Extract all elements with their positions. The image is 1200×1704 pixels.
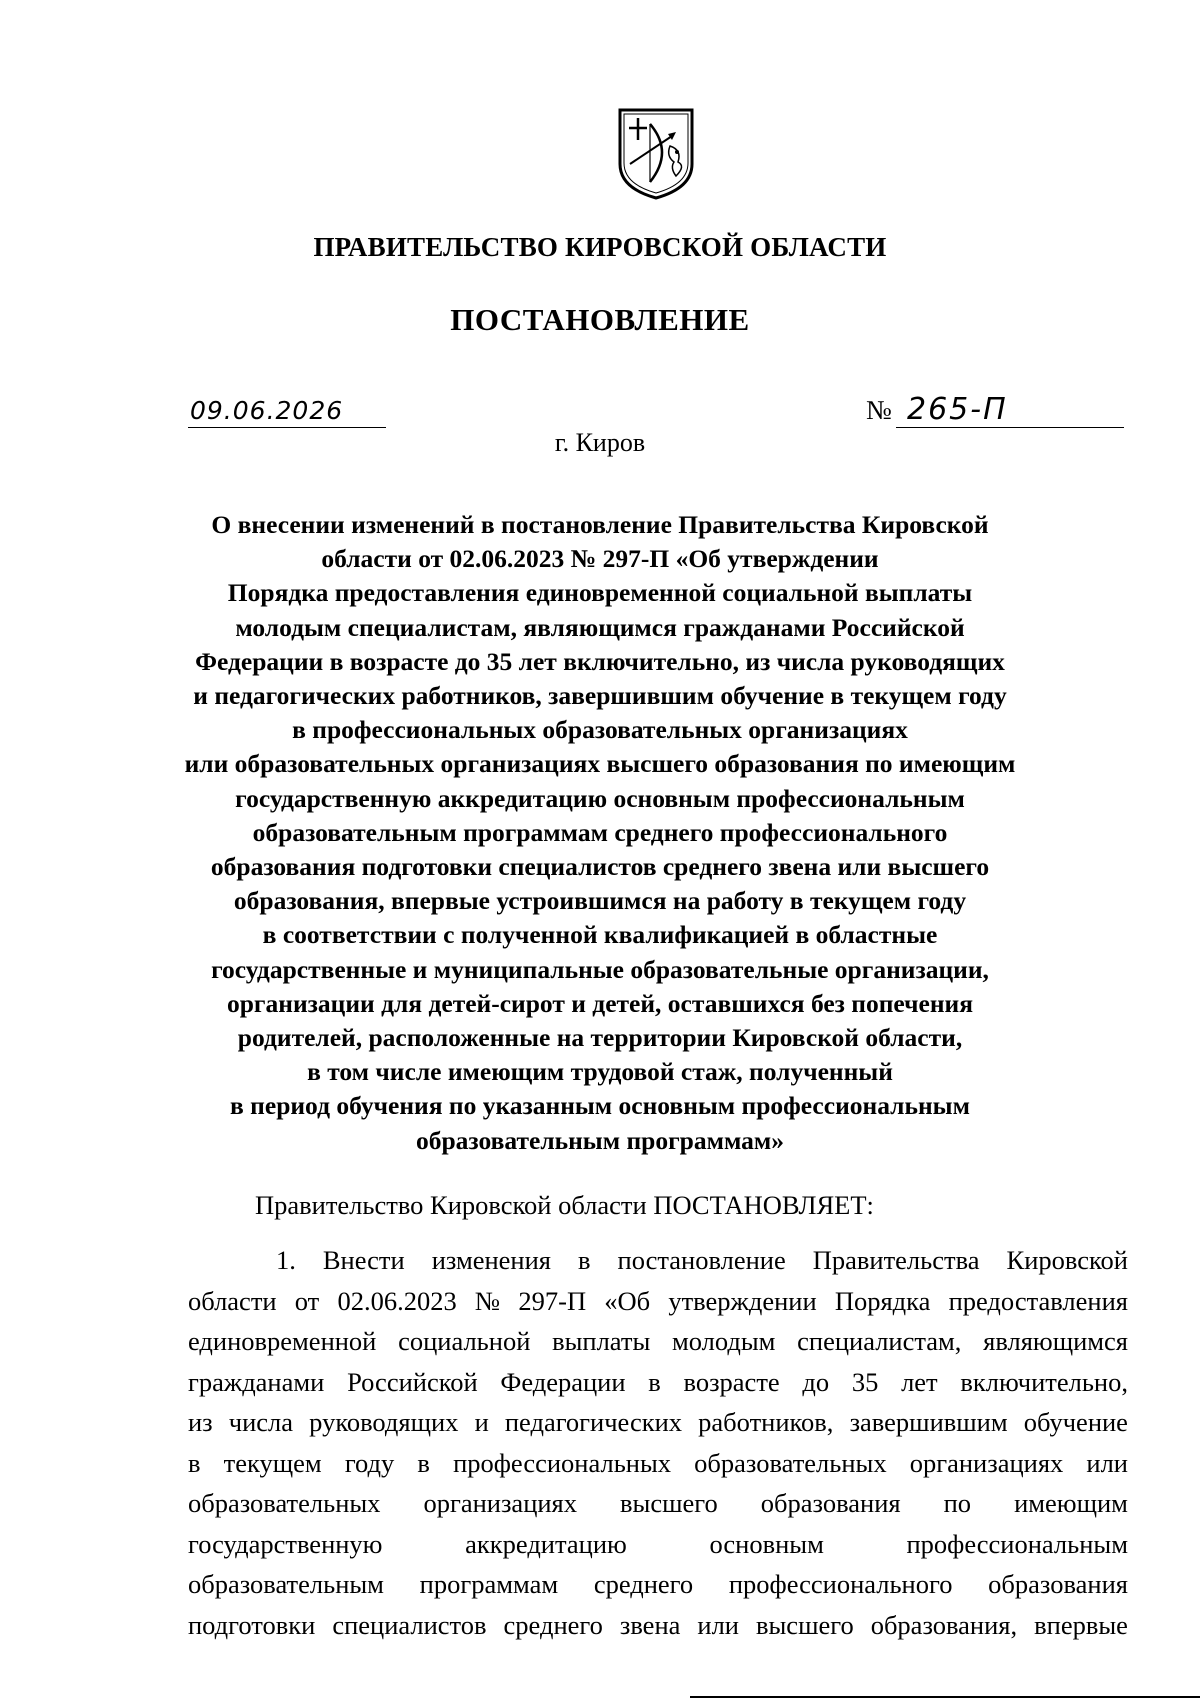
word: образовательных xyxy=(694,1447,887,1478)
subject-line: О внесении изменений в постановление Правительства Кировской xyxy=(211,510,989,539)
word: среднего xyxy=(503,1609,603,1640)
city-label: г. Киров xyxy=(554,428,646,457)
word: году xyxy=(344,1447,395,1478)
subject-line: государственные и муниципальные образовательные организации, xyxy=(211,954,989,984)
subject-line: или образовательных организациях высшего образования по имеющим xyxy=(184,749,1016,779)
word: социальной xyxy=(398,1326,531,1356)
word: до xyxy=(802,1366,830,1397)
word: лет xyxy=(901,1366,938,1397)
paragraph-line xyxy=(188,1321,1128,1362)
word: программам xyxy=(419,1569,559,1599)
paragraph-line-text xyxy=(188,1281,1128,1322)
word: высшего xyxy=(620,1488,718,1518)
word: области xyxy=(188,1285,277,1316)
word: текущем xyxy=(223,1447,322,1478)
subject-line: образования, впервые устроившимся на работу в текущем году xyxy=(233,886,967,916)
word: специалистов xyxy=(332,1609,487,1640)
word: образовательным xyxy=(188,1569,384,1599)
word: в xyxy=(417,1447,430,1478)
word: руководящих xyxy=(309,1407,459,1437)
body-paragraph xyxy=(188,1240,1128,1645)
subject-line: Порядка предоставления единовременной социальной выплаты xyxy=(227,578,973,608)
word: № xyxy=(474,1285,501,1316)
word: 35 xyxy=(851,1366,879,1397)
word: впервые xyxy=(1034,1609,1128,1640)
word: педагогических xyxy=(504,1407,683,1437)
subject-line: области от 02.06.2023 № 297-П «Об утверждении xyxy=(321,544,879,574)
word: звена xyxy=(619,1609,681,1640)
word: Федерации xyxy=(500,1366,626,1397)
paragraph-line xyxy=(188,1240,1128,1281)
word: по xyxy=(943,1488,972,1518)
word: или xyxy=(697,1609,739,1640)
word: образовательных xyxy=(188,1488,381,1518)
subject-line: Федерации в возрасте до 35 лет включительно, из числа руководящих xyxy=(195,646,1005,676)
paragraph-line xyxy=(188,1605,1128,1646)
page-bottom-rule xyxy=(690,1696,1200,1698)
word: в xyxy=(648,1366,661,1397)
word: специалистам, xyxy=(797,1326,962,1356)
paragraph-line-text xyxy=(188,1524,1128,1565)
word: образования xyxy=(988,1569,1128,1599)
document-date: 09.06.2026 xyxy=(190,396,344,425)
paragraph-line-text xyxy=(188,1362,1128,1403)
word: в xyxy=(188,1447,201,1478)
paragraph-line xyxy=(188,1483,1128,1524)
number-sign: № xyxy=(866,395,892,425)
word: в xyxy=(578,1245,591,1275)
word: единовременной xyxy=(188,1326,377,1356)
word: 02.06.2023 xyxy=(337,1285,457,1316)
word: основным xyxy=(709,1528,824,1559)
paragraph-line-text xyxy=(188,1483,1128,1524)
subject-line: в соответствии с полученной квалификацией в областные xyxy=(262,920,938,950)
subject-line: в профессиональных образовательных организациях xyxy=(292,715,908,745)
word: 1. xyxy=(276,1245,296,1275)
subject-line: организации для детей-сирот и детей, оставшихся без попечения xyxy=(227,988,973,1018)
word: утверждении xyxy=(668,1285,817,1316)
word: Внести xyxy=(322,1245,405,1275)
document-number: 265-П xyxy=(907,392,1008,427)
word: Правительства xyxy=(812,1245,980,1275)
word: среднего xyxy=(593,1569,694,1599)
word: профессиональных xyxy=(453,1447,672,1478)
word: или xyxy=(1086,1447,1128,1478)
paragraph-line-text xyxy=(188,1321,1128,1362)
word: Порядка xyxy=(834,1285,931,1316)
paragraph-line-text xyxy=(188,1443,1128,1484)
subject-line: государственную аккредитацию основным профессиональным xyxy=(235,783,965,813)
word: «Об xyxy=(604,1285,651,1316)
word: выплаты xyxy=(552,1326,651,1356)
word: аккредитацию xyxy=(465,1528,627,1559)
subject-line: образовательным программам среднего профессионального xyxy=(252,817,948,847)
word: Кировской xyxy=(1006,1245,1128,1275)
paragraph-line xyxy=(188,1564,1128,1605)
paragraph-line xyxy=(188,1281,1128,1322)
word: организациях xyxy=(909,1447,1064,1478)
word: возрасте xyxy=(683,1366,780,1397)
word: включительно, xyxy=(960,1366,1128,1397)
word: высшего xyxy=(755,1609,854,1640)
word: завершившим xyxy=(849,1407,1008,1437)
subject-line: в том числе имеющим трудовой стаж, полученный xyxy=(307,1057,893,1087)
word: обучение xyxy=(1023,1407,1128,1437)
document-type-title: ПОСТАНОВЛЕНИЕ xyxy=(450,302,750,337)
word: и xyxy=(474,1407,489,1437)
preamble: Правительство Кировской области ПОСТАНОВЛЯЕТ: xyxy=(255,1190,874,1220)
word: имеющим xyxy=(1014,1488,1128,1518)
word: государственную xyxy=(188,1528,383,1559)
word: подготовки xyxy=(188,1609,316,1640)
paragraph-line-text xyxy=(276,1240,1128,1281)
paragraph-line-text xyxy=(188,1564,1128,1605)
word: профессионального xyxy=(728,1569,953,1599)
word: предоставления xyxy=(948,1285,1128,1316)
subject-line: молодым специалистам, являющимся гражданами Российской xyxy=(235,612,965,642)
word: Российской xyxy=(347,1366,478,1397)
word: изменения xyxy=(431,1245,551,1275)
word: образования, xyxy=(870,1609,1018,1640)
word: числа xyxy=(228,1407,294,1437)
word: 297-П xyxy=(518,1285,587,1316)
word: от xyxy=(294,1285,320,1316)
paragraph-line-text xyxy=(188,1605,1128,1646)
paragraph-line-text xyxy=(188,1402,1128,1443)
word: работников, xyxy=(698,1407,834,1437)
paragraph-line xyxy=(188,1443,1128,1484)
word: молодым xyxy=(671,1326,776,1356)
paragraph-line xyxy=(188,1402,1128,1443)
word: организациях xyxy=(423,1488,577,1518)
word: профессиональным xyxy=(906,1528,1128,1559)
organization-title: ПРАВИТЕЛЬСТВО КИРОВСКОЙ ОБЛАСТИ xyxy=(313,232,887,262)
word: из xyxy=(188,1407,213,1437)
word: образования xyxy=(760,1488,901,1518)
subject-line: образовательным программам» xyxy=(415,1125,785,1155)
subject-line: образования подготовки специалистов среднего звена или высшего xyxy=(210,852,990,882)
subject-line: родителей, расположенные на территории Кировской области, xyxy=(237,1023,963,1053)
word: постановление xyxy=(617,1245,786,1275)
paragraph-line xyxy=(188,1362,1128,1403)
subject-line: в период обучения по указанным основным профессиональным xyxy=(230,1091,970,1121)
word: являющимся xyxy=(983,1326,1128,1356)
coat-of-arms-emblem xyxy=(616,106,696,202)
subject-line: и педагогических работников, завершившим обучение в текущем году xyxy=(193,681,1007,711)
word: гражданами xyxy=(188,1366,325,1397)
document-subject xyxy=(150,508,1050,1158)
paragraph-line xyxy=(188,1524,1128,1565)
